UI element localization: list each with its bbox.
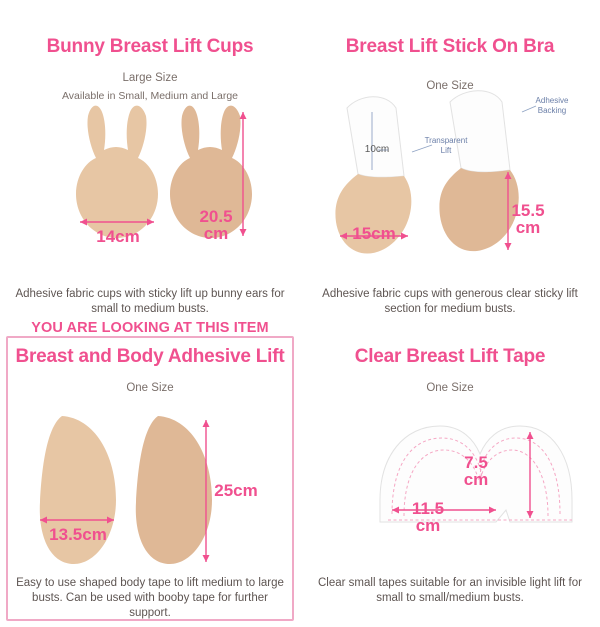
panel-title: Clear Breast Lift Tape (354, 346, 546, 367)
size-label: Large Size (122, 72, 178, 84)
panel-caption: Adhesive fabric cups with generous clear sticky lift section for medium busts. (322, 288, 578, 315)
dimension-height: 7.5 cm (463, 453, 489, 489)
size-label: One Size (426, 382, 474, 394)
panel-breast-and-body-adhesive-lift (0, 314, 300, 627)
panel-caption: Easy to use shaped body tape to lift medium to large busts. Can be used with booby tape for further support. (16, 577, 284, 619)
size-label: One Size (126, 382, 174, 394)
dimension-width: 13.5cm (49, 525, 107, 544)
panel-caption: Adhesive fabric cups with sticky lift up bunny ears for small to medium busts. (15, 288, 285, 315)
size-label: One Size (426, 80, 474, 92)
panel-breast-lift-stick-on-bra (300, 0, 600, 313)
panel-clear-breast-lift-tape (300, 314, 600, 627)
panel-bunny-breast-lift-cups (0, 0, 300, 313)
highlight-banner: YOU ARE LOOKING AT THIS ITEM (31, 320, 269, 336)
panel-caption: Clear small tapes suitable for an invisible light lift for small to small/medium busts. (318, 577, 582, 604)
dimension-height: 15.5 cm (511, 201, 545, 237)
size-sub: Available in Small, Medium and Large (61, 90, 239, 102)
annotation-adhesive-backing: Adhesive Backing (535, 96, 569, 115)
panel-title: Breast and Body Adhesive Lift (15, 346, 285, 367)
dimension-clear-lift-height: 10cm (364, 144, 390, 155)
dimension-width: 11.5 cm (411, 499, 445, 535)
dimension-height: 25cm (214, 481, 258, 500)
dimension-width: 14cm (96, 227, 140, 246)
annotation-transparent-lift: Transparent Lift (424, 136, 468, 155)
stick-on-bra-illustration (300, 0, 600, 313)
dimension-height: 20.5 cm (199, 207, 233, 243)
dimension-width: 15cm (352, 224, 396, 243)
bunny-cups-illustration (0, 0, 300, 313)
panel-title: Breast Lift Stick On Bra (345, 36, 555, 57)
panel-title: Bunny Breast Lift Cups (46, 36, 254, 57)
